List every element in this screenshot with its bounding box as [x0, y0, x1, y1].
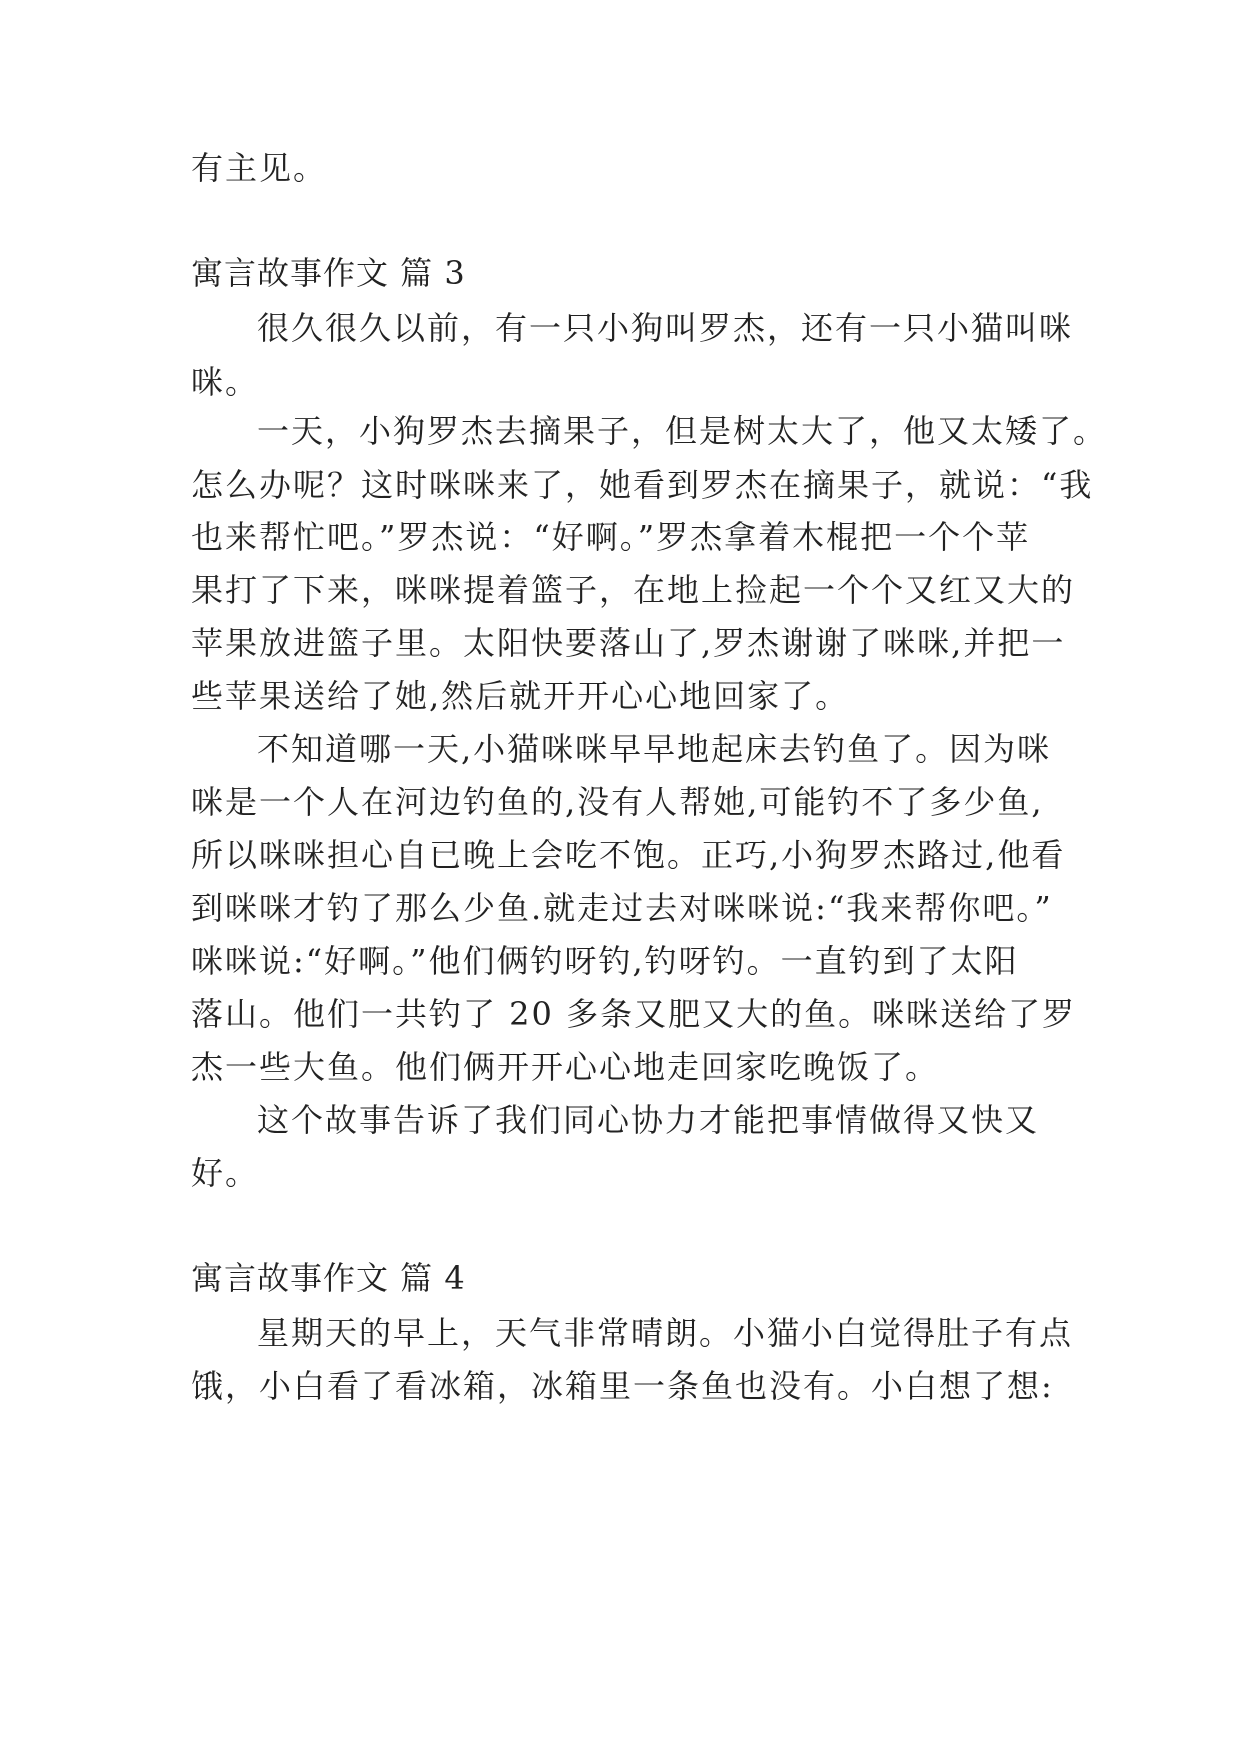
paragraph-line: 好。 [191, 1154, 260, 1192]
paragraph-line: 也来帮忙吧。”罗杰说：“好啊。”罗杰拿着木棍把一个个苹 [191, 518, 1031, 556]
section-heading-3: 寓言故事作文 篇 3 [191, 254, 466, 292]
paragraph-line: 杰一些大鱼。他们俩开开心心地走回家吃晚饭了。 [191, 1048, 940, 1086]
paragraph-line: 苹果放进篮子里。太阳快要落山了,罗杰谢谢了咪咪,并把一 [191, 624, 1066, 662]
paragraph-line: 怎么办呢？这时咪咪来了，她看到罗杰在摘果子，就说：“我 [191, 466, 1094, 504]
paragraph-line: 所以咪咪担心自已晚上会吃不饱。正巧,小狗罗杰路过,他看 [191, 836, 1066, 874]
section-heading-4: 寓言故事作文 篇 4 [191, 1259, 466, 1297]
paragraph-line: 咪。 [191, 363, 260, 401]
paragraph-line: 一天，小狗罗杰去摘果子，但是树太大了，他又太矮了。 [257, 412, 1108, 450]
paragraph-line: 不知道哪一天,小猫咪咪早早地起床去钓鱼了。因为咪 [257, 730, 1052, 768]
paragraph-line: 这个故事告诉了我们同心协力才能把事情做得又快又 [257, 1101, 1040, 1139]
paragraph-line: 落山。他们一共钓了 20 多条又肥又大的鱼。咪咪送给了罗 [191, 995, 1077, 1033]
paragraph-line: 星期天的早上，天气非常晴朗。小猫小白觉得肚子有点 [257, 1314, 1074, 1352]
paragraph-line: 果打了下来，咪咪提着篮子，在地上捡起一个个又红又大的 [191, 571, 1076, 609]
intro-tail-text: 有主见。 [191, 149, 328, 187]
paragraph-line: 咪是一个人在河边钓鱼的,没有人帮她,可能钓不了多少鱼, [191, 783, 1044, 821]
paragraph-line: 些苹果送给了她,然后就开开心心地回家了。 [191, 677, 850, 715]
paragraph-line: 饿，小白看了看冰箱，冰箱里一条鱼也没有。小白想了想: [191, 1367, 1054, 1405]
paragraph-line: 很久很久以前，有一只小狗叫罗杰，还有一只小猫叫咪 [257, 309, 1074, 347]
paragraph-line: 到咪咪才钓了那么少鱼.就走过去对咪咪说:“我来帮你吧。” [191, 889, 1053, 927]
paragraph-line: 咪咪说:“好啊。”他们俩钓呀钓,钓呀钓。一直钓到了太阳 [191, 942, 1019, 980]
